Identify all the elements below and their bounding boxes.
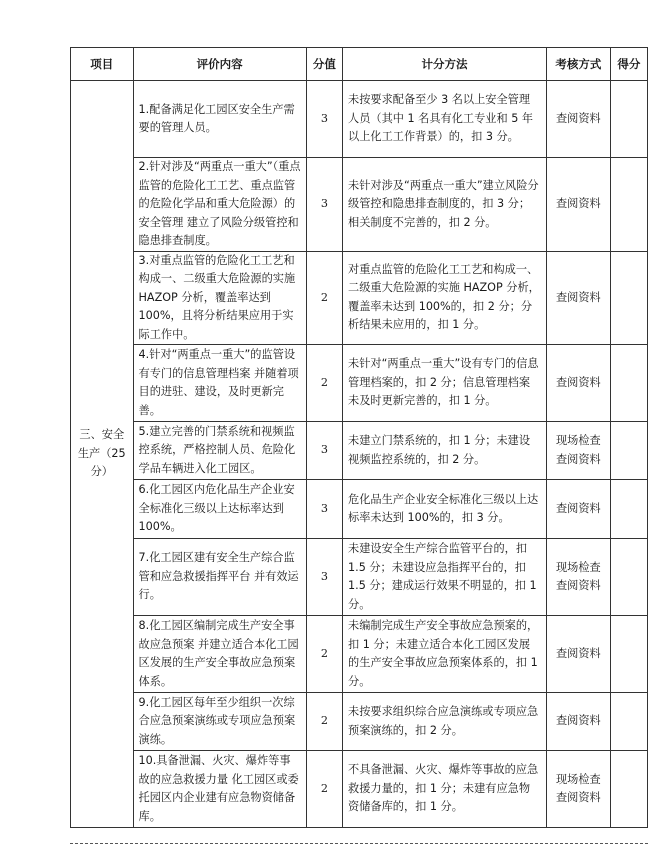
table-row bbox=[71, 251, 648, 345]
table-row bbox=[71, 616, 648, 693]
method-cell: 不具备泄漏、火灾、爆炸等事故的应急救援力量的，扣 1 分；未建有应急物资储备库的，扣 1 分。 bbox=[343, 751, 547, 828]
content-cell: 6.化工园区内危化品生产企业安全标准化三级以上达标率达到 100%。 bbox=[133, 480, 306, 539]
category-cell: 三、安全生产（25分） bbox=[71, 81, 134, 828]
mode-cell: 查阅资料 bbox=[547, 251, 611, 345]
score-cell: 2 bbox=[306, 616, 342, 693]
content-cell: 3.对重点监管的危险化工工艺和构成一、二级重大危险源的实施 HAZOP 分析，覆盖率达到 100%，且将分析结果应用于实际工作中。 bbox=[133, 251, 306, 345]
method-cell: 未针对“两重点一重大”设有专门的信息管理档案的，扣 2 分；信息管理档案未及时更新完善的，扣 1 分。 bbox=[343, 345, 547, 422]
content-cell: 7.化工园区建有安全生产综合监管和应急救援指挥平台 并有效运行。 bbox=[133, 539, 306, 616]
evaluation-table bbox=[70, 47, 648, 828]
content-cell: 4.针对“两重点一重大”的监管设有专门的信息管理档案 并随着项目的进驻、建设，及时更新完善。 bbox=[133, 345, 306, 422]
header-content: 评价内容 bbox=[133, 48, 306, 81]
method-cell: 未按要求配备至少 3 名以上安全管理人员（其中 1 名具有化工专业和 5 年以上化工工作背景）的，扣 3 分。 bbox=[343, 81, 547, 158]
mode-cell: 查阅资料 bbox=[547, 693, 611, 751]
mode-cell: 现场检查 查阅资料 bbox=[547, 422, 611, 480]
got-cell bbox=[610, 751, 647, 828]
score-cell: 3 bbox=[306, 158, 342, 252]
method-cell: 未按要求组织综合应急演练或专项应急预案演练的，扣 2 分。 bbox=[343, 693, 547, 751]
got-cell bbox=[610, 251, 647, 345]
table-row bbox=[71, 158, 648, 252]
method-cell: 未编制完成生产安全事故应急预案的，扣 1 分；未建立适合本化工园区发展的生产安全事故应急预案体系的，扣 1 分。 bbox=[343, 616, 547, 693]
table-row bbox=[71, 539, 648, 616]
header-method: 计分方法 bbox=[343, 48, 547, 81]
score-cell: 3 bbox=[306, 81, 342, 158]
table-row bbox=[71, 480, 648, 539]
method-cell: 未建设安全生产综合监管平台的，扣 1.5 分；未建设应急指挥平台的，扣 1.5 分；建成运行效果不明显的，扣 1 分。 bbox=[343, 539, 547, 616]
got-cell bbox=[610, 345, 647, 422]
method-cell: 危化品生产企业安全标准化三级以上达标率未达到 100%的，扣 3 分。 bbox=[343, 480, 547, 539]
got-cell bbox=[610, 693, 647, 751]
header-score: 分值 bbox=[306, 48, 342, 81]
method-cell: 对重点监管的危险化工工艺和构成一、二级重大危险源的实施 HAZOP 分析，覆盖率未达到 100%的，扣 2 分；分析结果未应用的，扣 1 分。 bbox=[343, 251, 547, 345]
method-cell: 未针对涉及“两重点一重大”建立风险分级管控和隐患排查制度的，扣 3 分；相关制度不完善的，扣 2 分。 bbox=[343, 158, 547, 252]
header-mode: 考核方式 bbox=[547, 48, 611, 81]
table-row bbox=[71, 81, 648, 158]
got-cell bbox=[610, 539, 647, 616]
content-cell: 9.化工园区每年至少组织一次综合应急预案演练或专项应急预案演练。 bbox=[133, 693, 306, 751]
content-cell: 1.配备满足化工园区安全生产需要的管理人员。 bbox=[133, 81, 306, 158]
mode-cell: 查阅资料 bbox=[547, 345, 611, 422]
score-cell: 2 bbox=[306, 345, 342, 422]
header-row bbox=[71, 48, 648, 81]
mode-cell: 查阅资料 bbox=[547, 480, 611, 539]
mode-cell: 查阅资料 bbox=[547, 616, 611, 693]
table-row bbox=[71, 345, 648, 422]
score-cell: 3 bbox=[306, 480, 342, 539]
mode-cell: 现场检查 查阅资料 bbox=[547, 539, 611, 616]
header-got: 得分 bbox=[610, 48, 647, 81]
method-cell: 未建立门禁系统的，扣 1 分；未建设视频监控系统的，扣 2 分。 bbox=[343, 422, 547, 480]
content-cell: 10.具备泄漏、火灾、爆炸等事故的应急救援力量 化工园区或委托园区内企业建有应急物资储备库。 bbox=[133, 751, 306, 828]
score-cell: 3 bbox=[306, 539, 342, 616]
page-bottom-rule bbox=[70, 843, 648, 844]
got-cell bbox=[610, 158, 647, 252]
header-project: 项目 bbox=[71, 48, 134, 81]
content-cell: 8.化工园区编制完成生产安全事故应急预案 并建立适合本化工园区发展的生产安全事故应急预案体系。 bbox=[133, 616, 306, 693]
got-cell bbox=[610, 422, 647, 480]
content-cell: 2.针对涉及“两重点一重大”（重点监管的危险化工工艺、重点监管的危险化学品和重大危险源）的安全管理 建立了风险分级管控和隐患排查制度。 bbox=[133, 158, 306, 252]
table-row bbox=[71, 693, 648, 751]
score-cell: 3 bbox=[306, 422, 342, 480]
mode-cell: 查阅资料 bbox=[547, 158, 611, 252]
score-cell: 2 bbox=[306, 251, 342, 345]
got-cell bbox=[610, 81, 647, 158]
content-cell: 5.建立完善的门禁系统和视频监控系统，严格控制人员、危险化学品车辆进入化工园区。 bbox=[133, 422, 306, 480]
mode-cell: 查阅资料 bbox=[547, 81, 611, 158]
score-cell: 2 bbox=[306, 751, 342, 828]
got-cell bbox=[610, 480, 647, 539]
score-cell: 2 bbox=[306, 693, 342, 751]
table-row bbox=[71, 751, 648, 828]
mode-cell: 现场检查 查阅资料 bbox=[547, 751, 611, 828]
got-cell bbox=[610, 616, 647, 693]
table-row bbox=[71, 422, 648, 480]
